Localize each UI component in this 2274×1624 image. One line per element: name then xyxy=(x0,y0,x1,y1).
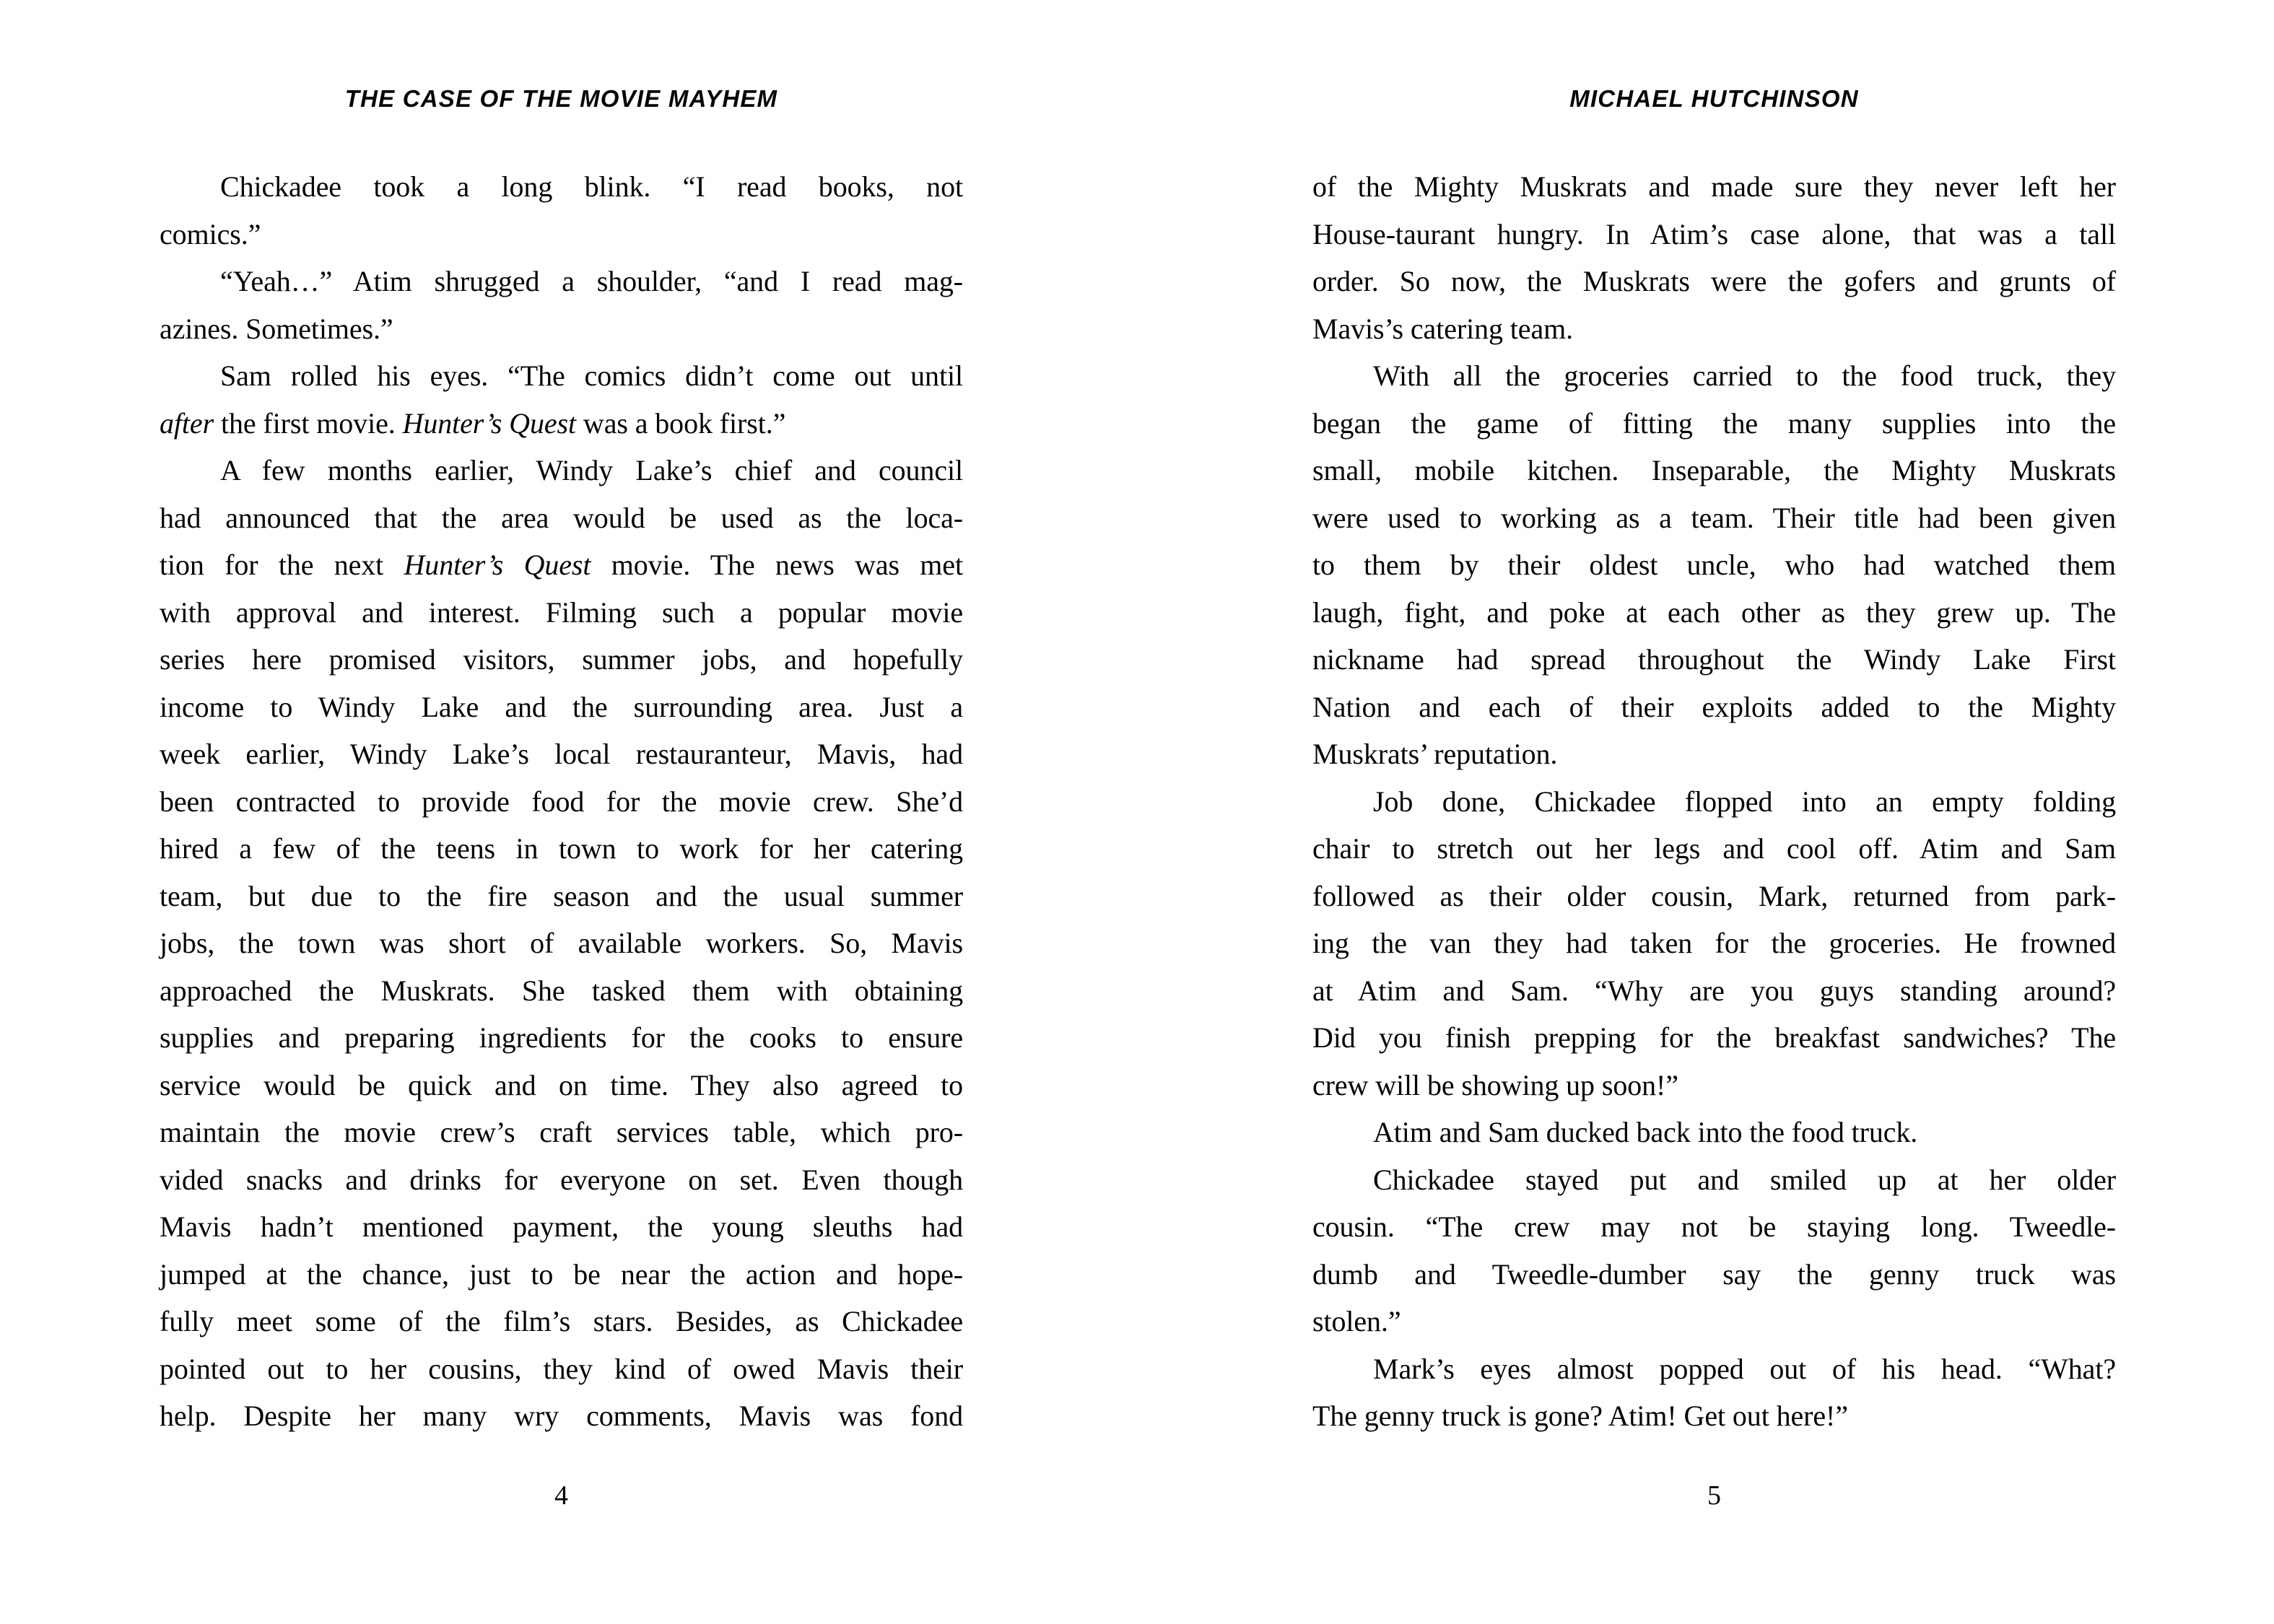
text-line: Sam rolled his eyes. “The comics didn’t come out until xyxy=(220,359,963,392)
text-line: income to Windy Lake and the surrounding area. Just a xyxy=(160,690,963,723)
text-line: azines. Sometimes.” xyxy=(160,312,393,345)
text-line: of the Mighty Muskrats and made sure they never left her xyxy=(1312,170,2116,203)
left-running-head: THE CASE OF THE MOVIE MAYHEM xyxy=(344,85,778,112)
left-text-column xyxy=(160,163,963,1440)
text-line: Mavis’s catering team. xyxy=(1312,312,1574,345)
text-line: small, mobile kitchen. Inseparable, the Mighty Muskrats xyxy=(1312,454,2116,486)
text-line: The genny truck is gone? Atim! Get out here!” xyxy=(1312,1400,1848,1432)
text-line: to them by their oldest uncle, who had watched them xyxy=(1312,549,2116,581)
right-text-column xyxy=(1312,163,2116,1440)
text-line: ing the van they had taken for the groceries. He frowned xyxy=(1312,927,2116,959)
text-line: pointed out to her cousins, they kind of owed Mavis their xyxy=(160,1352,963,1385)
text-line: order. So now, the Muskrats were the gofers and grunts of xyxy=(1312,265,2116,297)
text-line: maintain the movie crew’s craft services table, which pro- xyxy=(160,1116,963,1148)
text-line: fully meet some of the film’s stars. Besides, as Chickadee xyxy=(160,1305,963,1337)
text-line: series here promised visitors, summer jobs, and hopefully xyxy=(160,643,963,676)
text-line: “Yeah…” Atim shrugged a shoulder, “and I read mag- xyxy=(220,265,963,297)
text-line: nickname had spread throughout the Windy Lake First xyxy=(1312,643,2116,676)
text-line: had announced that the area would be used as the loca- xyxy=(160,501,963,534)
text-line: Chickadee took a long blink. “I read books, not xyxy=(220,170,963,203)
text-line: dumb and Tweedle-dumber say the genny truck was xyxy=(1312,1257,2116,1291)
text-line: were used to working as a team. Their title had been given xyxy=(1312,501,2116,534)
left-page xyxy=(160,0,963,1624)
text-line: jobs, the town was short of available workers. So, Mavis xyxy=(160,927,963,959)
text-line: supplies and preparing ingredients for the cooks to ensure xyxy=(160,1021,963,1054)
text-line: Mark’s eyes almost popped out of his head. “What? xyxy=(1373,1352,2116,1385)
right-page xyxy=(1312,0,2116,1624)
text-line: week earlier, Windy Lake’s local restauranteur, Mavis, had xyxy=(160,738,963,770)
text-line: crew will be showing up soon!” xyxy=(1312,1068,1678,1101)
text-line: team, but due to the fire season and the usual summer xyxy=(160,879,963,912)
text-line: jumped at the chance, just to be near the action and hope- xyxy=(160,1257,963,1291)
text-line: Chickadee stayed put and smiled up at her older xyxy=(1373,1163,2116,1196)
text-line: With all the groceries carried to the food truck, they xyxy=(1373,359,2116,392)
text-line: been contracted to provide food for the movie crew. She’d xyxy=(160,785,963,818)
text-line: A few months earlier, Windy Lake’s chief and council xyxy=(220,454,963,486)
text-line: vided snacks and drinks for everyone on set. Even though xyxy=(160,1163,963,1196)
text-line: at Atim and Sam. “Why are you guys standing around? xyxy=(1312,974,2116,1007)
text-line: stolen.” xyxy=(1312,1305,1401,1337)
text-line: after the first movie. Hunter’s Quest was a book first.” xyxy=(160,406,786,440)
right-page-number: 5 xyxy=(1707,1480,1721,1511)
text-line: hired a few of the teens in town to work for her catering xyxy=(160,832,963,865)
left-page-number: 4 xyxy=(554,1480,568,1511)
text-line: Did you finish prepping for the breakfast sandwiches? The xyxy=(1312,1021,2116,1054)
text-line: Nation and each of their exploits added to the Mighty xyxy=(1312,690,2116,723)
text-line: with approval and interest. Filming such a popular movie xyxy=(160,595,963,629)
text-line: chair to stretch out her legs and cool off. Atim and Sam xyxy=(1312,832,2116,865)
text-line: service would be quick and on time. They also agreed to xyxy=(160,1068,963,1101)
text-line: approached the Muskrats. She tasked them with obtaining xyxy=(160,974,963,1007)
text-line: tion for the next Hunter’s Quest movie. The news was met xyxy=(160,549,963,581)
text-line: began the game of fitting the many supplies into the xyxy=(1312,406,2116,440)
text-line: House-taurant hungry. In Atim’s case alone, that was a tall xyxy=(1312,217,2116,250)
text-line: Atim and Sam ducked back into the food truck. xyxy=(1373,1116,1918,1148)
text-line: laugh, fight, and poke at each other as they grew up. The xyxy=(1312,595,2116,629)
text-line: cousin. “The crew may not be staying long. Tweedle- xyxy=(1312,1210,2116,1243)
text-line: comics.” xyxy=(160,217,261,250)
text-line: followed as their older cousin, Mark, returned from park- xyxy=(1312,879,2116,912)
right-running-head: MICHAEL HUTCHINSON xyxy=(1569,85,1859,112)
text-line: Mavis hadn’t mentioned payment, the young sleuths had xyxy=(160,1210,963,1243)
text-line: Muskrats’ reputation. xyxy=(1312,738,1558,770)
text-line: Job done, Chickadee flopped into an empty folding xyxy=(1373,785,2116,818)
text-line: help. Despite her many wry comments, Mavis was fond xyxy=(160,1400,963,1432)
